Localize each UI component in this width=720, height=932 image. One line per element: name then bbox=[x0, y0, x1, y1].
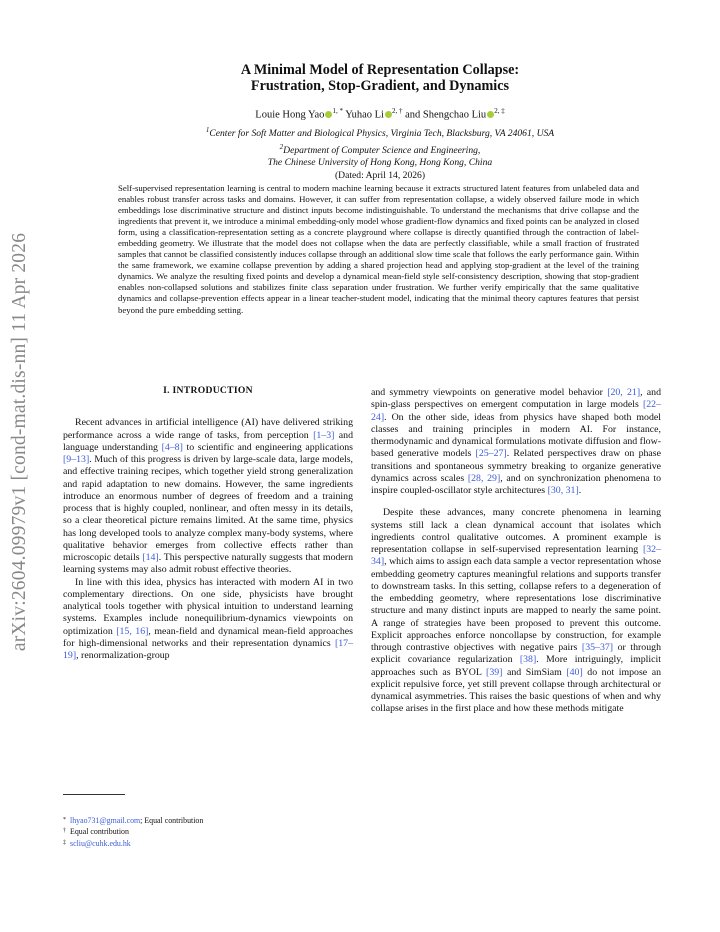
citation-link[interactable]: [35–37] bbox=[581, 642, 614, 653]
paragraph bbox=[371, 507, 661, 715]
citation-link[interactable]: [22–24] bbox=[371, 399, 661, 423]
paragraph-text: . On the other side, ideas from physics have shaped both model classes and training principles in modern AI. For instance, thermodynamic and dynamical formulations motivate diffusion and flow-based generative models bbox=[371, 411, 661, 460]
author-name: Yuhao Li bbox=[345, 109, 384, 121]
title-line-1: A Minimal Model of Representation Collapse: bbox=[240, 62, 520, 78]
author-list bbox=[100, 107, 660, 121]
paragraph-text: . bbox=[578, 485, 582, 496]
footnote-mark: † bbox=[63, 828, 66, 835]
affiliation-text: Center for Soft Matter and Biological Physics, Virginia Tech, Blacksburg, VA 24061, USA bbox=[209, 128, 555, 140]
email-link[interactable]: scliu@cuhk.edu.hk bbox=[70, 838, 131, 848]
paragraph-text: , which aims to assign each data sample a vector representation whose embedding geometry captures meaningful relations and supports transfer to downstream tasks. In this setting, collapse refers to a degeneration of the embedding geometry, where representations lose discriminative structure and many distinct inputs are mapped to nearly the same point. A range of strategies have been proposed to prevent this outcome. Explicit approaches enforce noncollapse by construction, for example through contrastive objectives with negative pairs bbox=[371, 556, 661, 653]
footnote-mark: * bbox=[63, 817, 66, 823]
citation-link[interactable]: [4–8] bbox=[161, 441, 183, 453]
author-name: Shengchao Liu bbox=[422, 109, 487, 121]
author-name: Louie Hong Yao bbox=[255, 109, 325, 121]
citation-link[interactable]: [30, 31] bbox=[547, 485, 579, 496]
citation-link[interactable]: [15, 16] bbox=[116, 625, 149, 637]
affiliation-1 bbox=[100, 124, 660, 141]
footnotes bbox=[63, 815, 353, 849]
paragraph-text: . More intriguingly, implicit approaches such as BYOL bbox=[371, 654, 661, 678]
paragraph bbox=[63, 417, 353, 576]
paragraph bbox=[63, 577, 353, 663]
footnote-text: Equal contribution bbox=[70, 827, 129, 837]
footnote-text: ; Equal contribution bbox=[140, 816, 204, 825]
footnote bbox=[63, 838, 353, 849]
citation-link[interactable]: [25–27] bbox=[475, 448, 507, 460]
paragraph-text: Recent advances in artificial intelligence (AI) have delivered striking performance across a wide range of tasks, from perception bbox=[63, 417, 353, 441]
affiliations bbox=[100, 124, 660, 182]
paragraph bbox=[371, 387, 661, 497]
right-column bbox=[371, 387, 661, 716]
paragraph-text: In line with this idea, physics has interacted with modern AI in two complementary directions. On one side, physicists have brought analytical tools together with physical intuition to understand learning systems. Examples include nonequilibrium-dynamics viewpoints on optimization bbox=[63, 576, 353, 637]
title-line-2: Frustration, Stop-Gradient, and Dynamics bbox=[250, 78, 510, 94]
orcid-icon[interactable] bbox=[385, 111, 392, 118]
paragraph-text: , mean-field and dynamical mean-field approaches for high-dimensional networks and their representation dynamics bbox=[63, 625, 353, 649]
footnote-mark: ‡ bbox=[63, 839, 66, 846]
affiliation-mark: 1 bbox=[205, 126, 210, 134]
paragraph-text: , renormalization-group bbox=[76, 650, 170, 661]
citation-link[interactable]: [40] bbox=[566, 666, 583, 678]
paragraph-text: Despite these advances, many concrete phenomena in learning systems still lack a clean dynamical account that isolates which ingredients control qualitative outcomes. A prominent example is representation collapse in self-supervised representation learning bbox=[371, 507, 661, 555]
paragraph-text: and language understanding bbox=[63, 429, 353, 453]
paragraph-text: , and spin-glass perspectives on emergent computation in large models bbox=[371, 387, 661, 411]
citation-link[interactable]: [9–13] bbox=[63, 454, 90, 465]
section-heading: I. INTRODUCTION bbox=[163, 385, 253, 396]
citation-link[interactable]: [20, 21] bbox=[607, 387, 641, 398]
paragraph-text: . Related perspectives draw on phase transitions and spontaneous symmetry breaking to organize generative dynamics across scales bbox=[371, 448, 661, 484]
footnote bbox=[63, 815, 353, 826]
paragraph-text: and symmetry viewpoints on generative model behavior bbox=[371, 387, 608, 398]
citation-link[interactable]: [32–34] bbox=[371, 544, 661, 568]
citation-link[interactable]: [38] bbox=[519, 654, 537, 666]
affiliation-text: Department of Computer Science and Engineering, bbox=[283, 144, 481, 156]
abstract: Self-supervised representation learning is central to modern machine learning because it extracts structured latent features from unlabeled data and enables robust transfer across tasks and domains. However, it can suffer from representation collapse, a widely observed failure mode in which embeddings lose discriminative structure and distinct inputs become indistinguishable. To understand the mechanisms that drive collapse and the ingredients that prevent it, we introduce a minimal embedding-only model whose gradient-flow dynamics and fixed points can be analyzed in closed form, using a classification-representation setting as a concrete playground where collapse is directly quantified through the contraction of label-embedding geometry. We illustrate that the model does not collapse when the data are perfectly classifiable, while a small fraction of frustrated samples that cannot be classified consistently induces collapse through an additional slow time scale that follows the early performance gain. Within the same framework, we examine collapse prevention by adding a shared projection head and applying stop-gradient at the level of the training dynamics. We analyze the resulting fixed points and develop a dynamical mean-field style self-consistency description, showing that stop-gradient enables non-collapsed solutions and stabilizes finite class separation under frustration. We further verify empirically that the same qualitative dynamics and collapse-prevention effects appear in a linear teacher-student model, indicating that the minimal theory captures features that persist beyond the pure embedding setting. bbox=[118, 183, 639, 315]
affiliation-2 bbox=[100, 141, 660, 158]
paragraph-text: . Much of this progress is driven by large-scale data, large models, and effective training recipes, which together yield strong generalization and rapid adaptation to new domains. However, the same ingredients introduce an enormous number of degrees of freedom and a training process that is highly coupled, nonlinear, and often messy in its details, so a clear theoretical picture remains limited. At the same time, physics has long developed tools to analyze complex many-body systems, where qualitative behavior emerges from collective effects rather than microscopic details bbox=[63, 454, 353, 563]
paragraph-text: or through explicit covariance regularization bbox=[371, 642, 661, 666]
author-marks: 1, * bbox=[332, 107, 343, 115]
author-conjunction: and bbox=[405, 109, 421, 121]
author-marks: 2, † bbox=[391, 107, 403, 115]
citation-link[interactable]: [28, 29] bbox=[467, 472, 501, 484]
arxiv-sidebar bbox=[0, 0, 40, 932]
affiliation-2-line-2: The Chinese University of Hong Kong, Hong Kong, China bbox=[267, 157, 493, 169]
affiliation-mark: 2 bbox=[279, 142, 284, 151]
left-column bbox=[63, 383, 353, 662]
date-line: (Dated: April 14, 2026) bbox=[334, 169, 426, 181]
paragraph-text: , and on synchronization phenomena to inspire coupled-oscillator style architectures bbox=[371, 472, 661, 496]
arxiv-identifier: arXiv:2604.09979v1 [cond-mat.dis-nn] 11 Apr 2026 bbox=[9, 232, 30, 652]
author-marks: 2, ‡ bbox=[494, 107, 505, 115]
footnote-rule bbox=[63, 794, 125, 795]
citation-link[interactable]: [1–3] bbox=[313, 429, 335, 441]
paper-title bbox=[100, 62, 660, 94]
footnote bbox=[63, 826, 353, 837]
email-link[interactable]: lhyao731@gmail.com bbox=[70, 816, 141, 825]
citation-link[interactable]: [14] bbox=[142, 552, 159, 563]
citation-link[interactable]: [17–19] bbox=[63, 637, 353, 661]
citation-link[interactable]: [39] bbox=[486, 666, 503, 678]
paragraph-text: to scientific and engineering applications bbox=[182, 441, 353, 453]
paragraph-text: do not impose an explicit repulsive force, yet still prevent collapse through architectural or dynamical asymmetries. This raises the basic questions of when and why collapse arises in the first place and how these methods mitigate bbox=[371, 666, 661, 715]
paragraph-text: and SimSiam bbox=[502, 666, 567, 678]
paragraph-text: . This perspective naturally suggests that modern learning systems may also admit robust effective theories. bbox=[63, 552, 353, 576]
